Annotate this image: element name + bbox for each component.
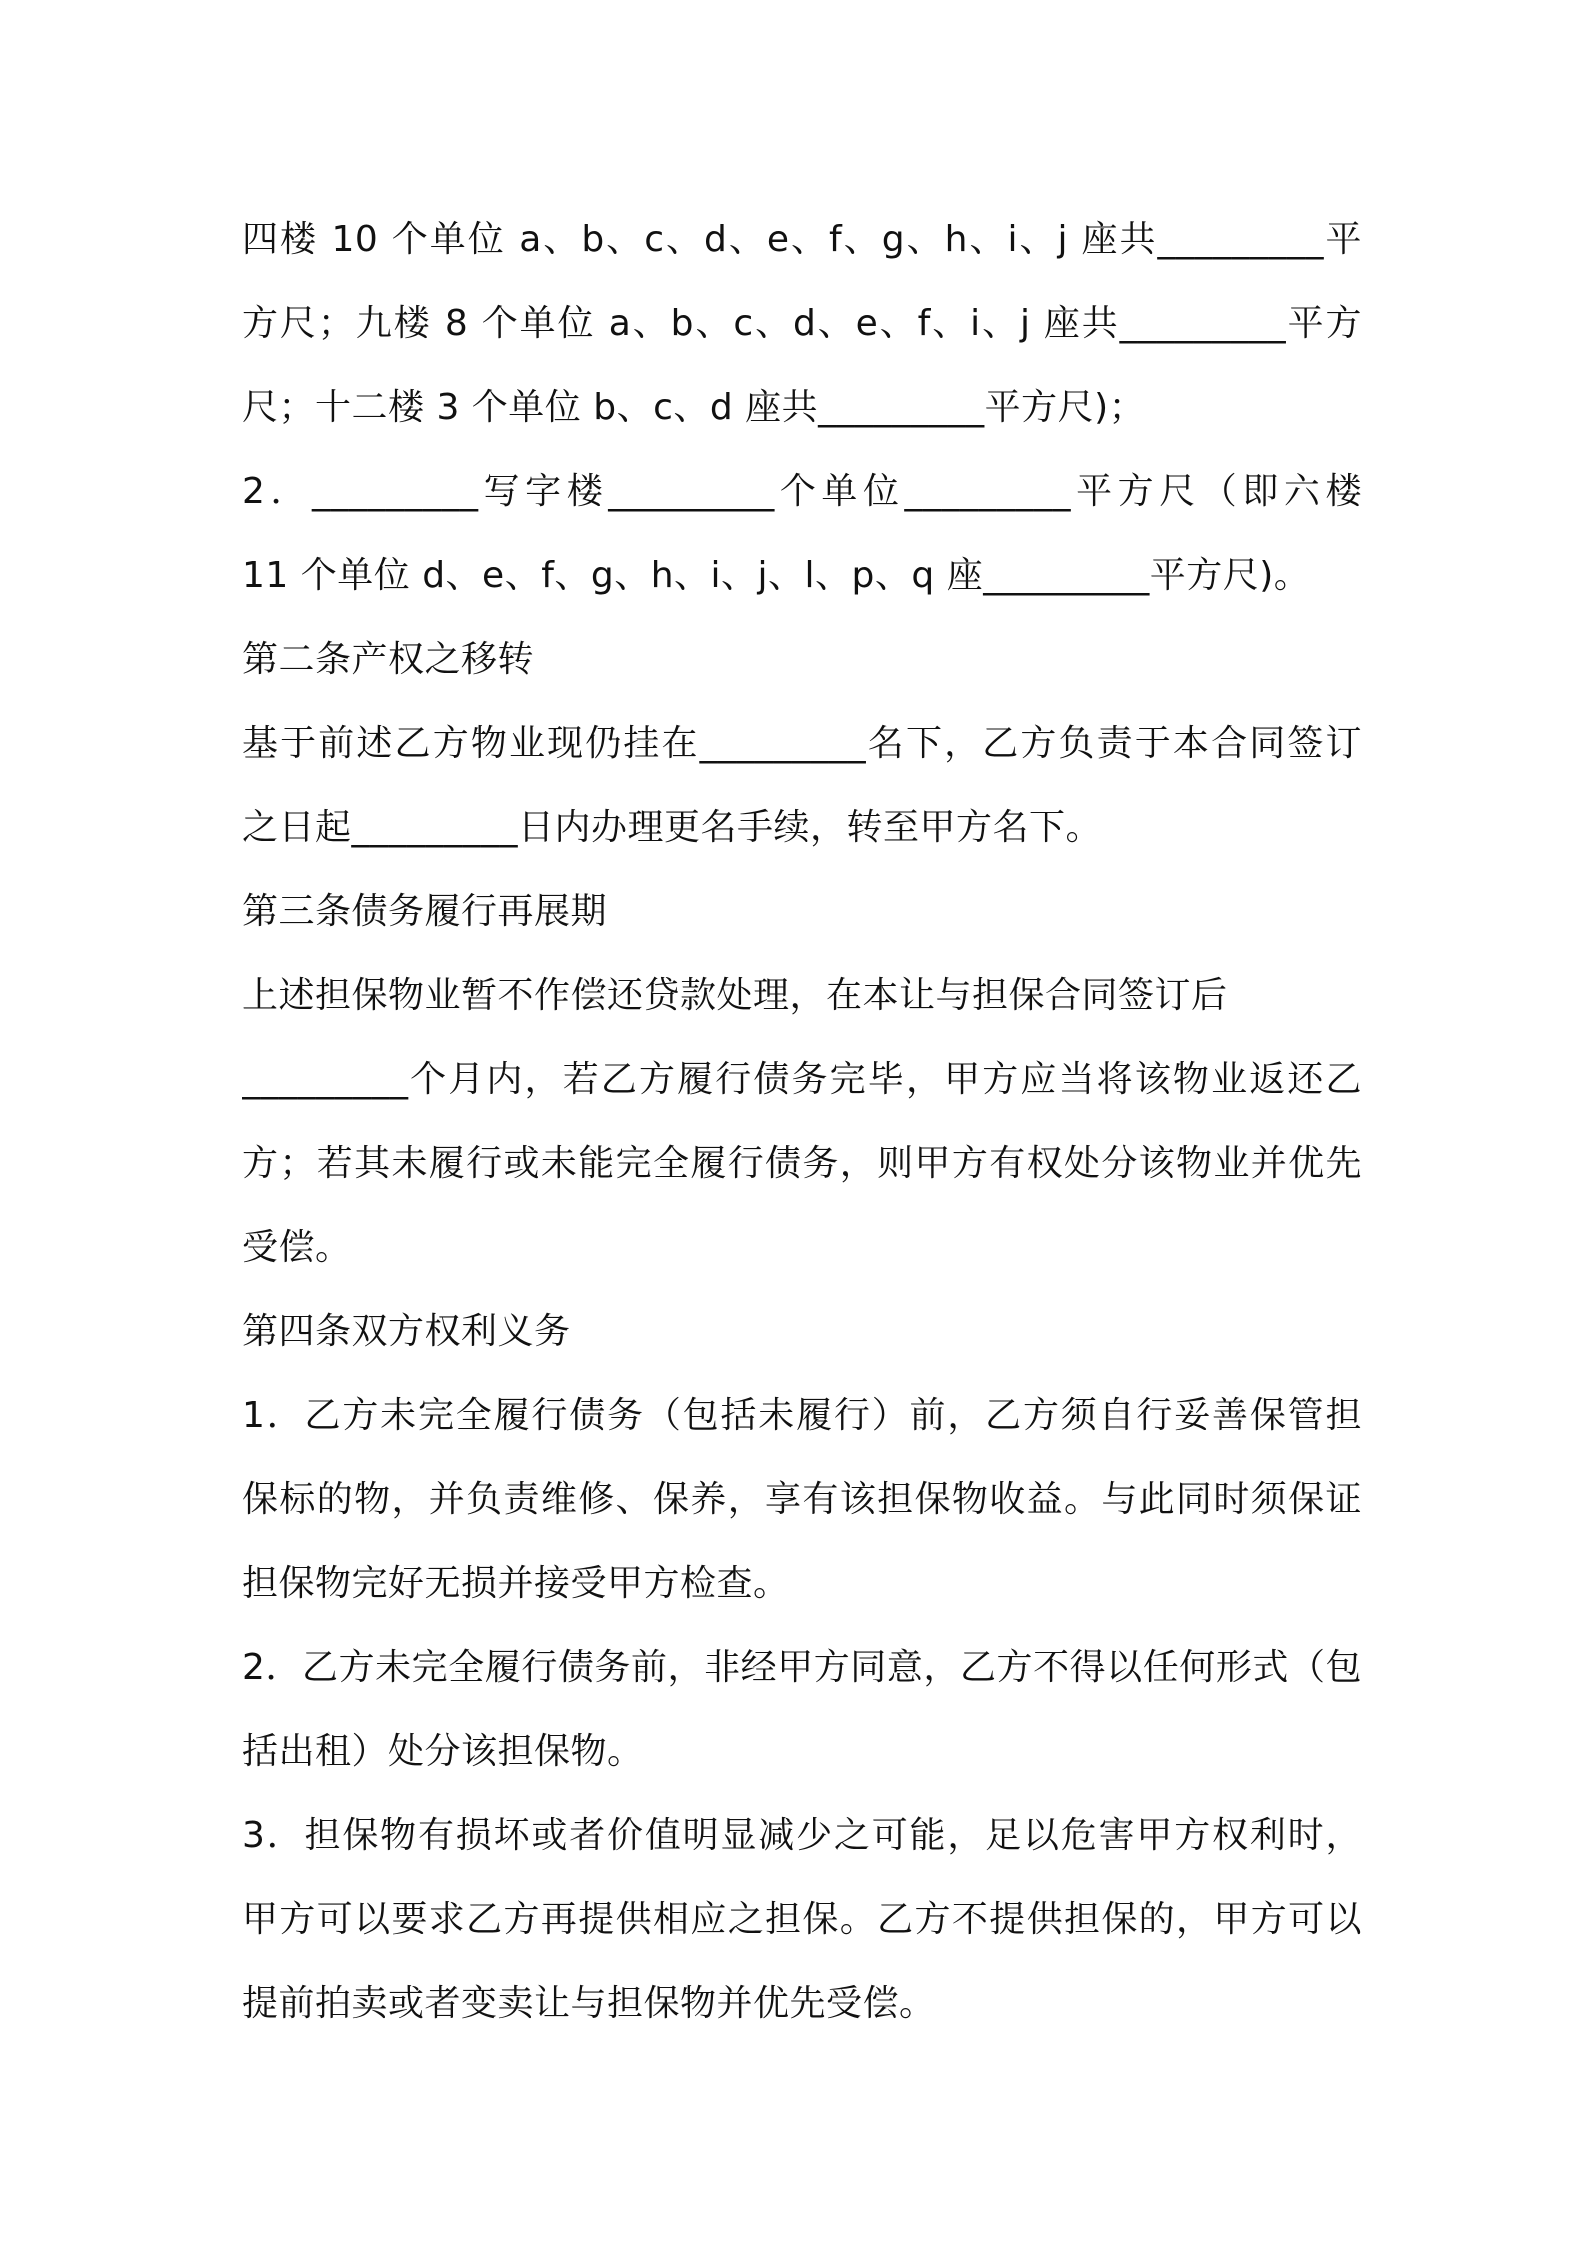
document-page <box>242 198 1362 2046</box>
text-line: 2．乙方未完全履行债务前，非经甲方同意，乙方不得以任何形式（包 <box>242 1647 1362 1688</box>
text-line: 提前拍卖或者变卖让与担保物并优先受偿。 <box>242 1983 936 2024</box>
text-line: 甲方可以要求乙方再提供相应之担保。乙方不提供担保的，甲方可以 <box>242 1899 1362 1940</box>
text-line: 保标的物，并负责维修、保养，享有该担保物收益。与此同时须保证 <box>242 1479 1362 1520</box>
text-line: 1．乙方未完全履行债务（包括未履行）前，乙方须自行妥善保管担 <box>242 1395 1362 1436</box>
text-line: 3．担保物有损坏或者价值明显减少之可能，足以危害甲方权利时， <box>242 1815 1362 1856</box>
section-heading: 第三条债务履行再展期 <box>242 891 608 932</box>
text-line: 上述担保物业暂不作偿还贷款处理，在本让与担保合同签订后 <box>242 975 1228 1016</box>
text-line: 基于前述乙方物业现仍挂在_________名下，乙方负责于本合同签订 <box>242 723 1362 764</box>
text-line: 2．_________写字楼_________个单位_________平方尺（即六楼 <box>242 471 1362 512</box>
text-line: 尺；十二楼 3 个单位 b、c、d 座共_________平方尺)； <box>242 387 1146 428</box>
text-line: 受偿。 <box>242 1227 352 1268</box>
text-line: 四楼 10 个单位 a、b、c、d、e、f、g、h、i、j 座共_________平 <box>242 219 1362 260</box>
text-line: 11 个单位 d、e、f、g、h、i、j、l、p、q 座_________平方尺)。 <box>242 555 1311 596</box>
text-line: 之日起_________日内办理更名手续，转至甲方名下。 <box>242 807 1103 848</box>
text-line: _________个月内，若乙方履行债务完毕，甲方应当将该物业返还乙 <box>242 1059 1362 1100</box>
section-heading: 第二条产权之移转 <box>242 639 535 680</box>
section-heading: 第四条双方权利义务 <box>242 1311 571 1352</box>
text-line: 方尺；九楼 8 个单位 a、b、c、d、e、f、i、j 座共_________平方 <box>242 303 1362 344</box>
text-line: 方；若其未履行或未能完全履行债务，则甲方有权处分该物业并优先 <box>242 1143 1362 1184</box>
text-line: 括出租）处分该担保物。 <box>242 1731 644 1772</box>
text-line: 担保物完好无损并接受甲方检查。 <box>242 1563 790 1604</box>
